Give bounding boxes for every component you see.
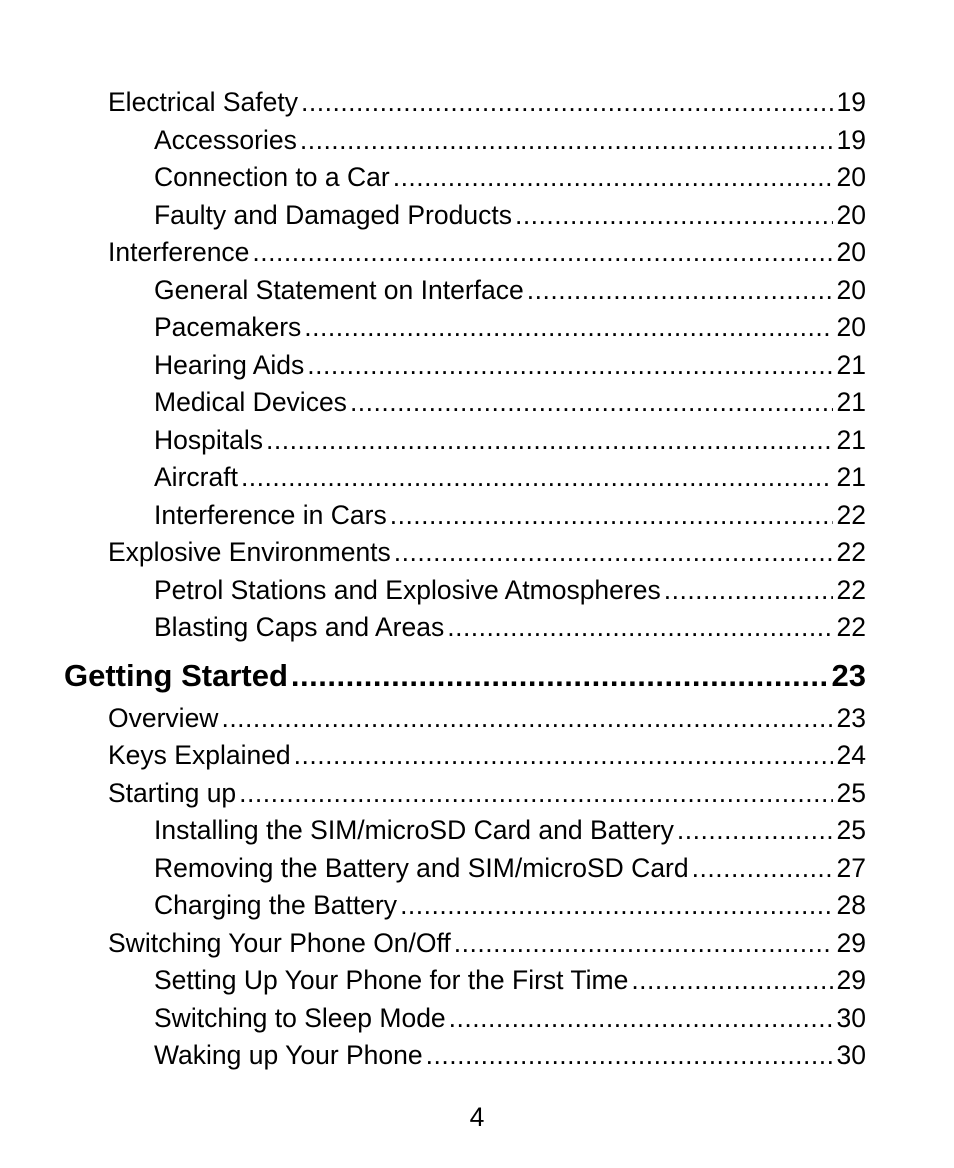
toc-entry-page: 20: [836, 312, 866, 342]
toc-entry-title: Explosive Environments: [108, 537, 391, 567]
toc-entry-page: 29: [836, 927, 866, 958]
toc-entry[interactable]: [0, 850, 954, 888]
toc-entry-title: Overview: [108, 702, 219, 733]
toc-entry[interactable]: [0, 159, 954, 197]
dot-leader: [221, 700, 832, 738]
toc-entry[interactable]: [0, 609, 954, 647]
toc-entry-page: 22: [836, 612, 866, 642]
dot-leader: [304, 309, 832, 347]
dot-leader: [394, 534, 833, 572]
table-of-contents: [0, 84, 954, 1075]
toc-entry-title: Faulty and Damaged Products: [154, 199, 512, 230]
toc-entry-title: General Statement on Interface: [154, 274, 524, 305]
dot-leader: [350, 384, 833, 422]
toc-entry[interactable]: [0, 497, 954, 535]
toc-entry-title: Switching to Sleep Mode: [154, 1002, 446, 1033]
toc-entry-title: Interference in Cars: [154, 499, 387, 530]
toc-entry-page: 28: [836, 890, 866, 920]
dot-leader: [301, 84, 833, 122]
toc-entry-title: Installing the SIM/microSD Card and Battery: [154, 815, 674, 845]
dot-leader: [527, 272, 833, 310]
toc-entry-page: 25: [836, 815, 866, 845]
toc-entry-page: 27: [836, 852, 866, 883]
toc-entry-page: 21: [836, 462, 866, 492]
toc-entry-title: Interference: [108, 237, 250, 267]
dot-leader: [241, 459, 833, 497]
toc-entry-page: 22: [836, 537, 866, 567]
toc-entry-title: Starting up: [108, 777, 237, 808]
toc-entry-title: Charging the Battery: [154, 890, 398, 920]
toc-entry-title: Removing the Battery and SIM/microSD Card: [154, 852, 689, 883]
toc-entry[interactable]: [0, 925, 954, 963]
dot-leader: [426, 1037, 833, 1075]
toc-entry-title: Hospitals: [154, 424, 263, 455]
dot-leader: [447, 609, 832, 647]
toc-entry[interactable]: [0, 775, 954, 813]
toc-entry-page: 25: [836, 777, 866, 808]
toc-entry-title: Switching Your Phone On/Off: [108, 927, 451, 958]
toc-entry[interactable]: [0, 1000, 954, 1038]
toc-entry-title: Pacemakers: [154, 312, 302, 342]
toc-entry-page: 20: [836, 199, 866, 230]
toc-entry[interactable]: [0, 347, 954, 385]
dot-leader: [390, 497, 833, 535]
toc-entry-page: 22: [836, 499, 866, 530]
toc-entry-title: Hearing Aids: [154, 349, 305, 380]
toc-entry[interactable]: [0, 737, 954, 775]
toc-entry[interactable]: [0, 962, 954, 1000]
toc-entry-page: 22: [836, 574, 866, 605]
toc-chapter-title: Getting Started: [64, 657, 288, 693]
toc-entry-page: 30: [836, 1040, 866, 1070]
dot-leader: [300, 122, 833, 160]
toc-entry-page: 20: [836, 162, 866, 192]
page-number: 4: [469, 1102, 485, 1132]
toc-entry-page: 21: [836, 349, 866, 380]
dot-leader: [291, 652, 828, 700]
toc-entry-page: 20: [836, 237, 866, 267]
toc-entry-title: Connection to a Car: [154, 162, 390, 192]
dot-leader: [631, 962, 832, 1000]
toc-entry-title: Blasting Caps and Areas: [154, 612, 445, 642]
toc-entry-page: 21: [836, 424, 866, 455]
toc-entry[interactable]: [0, 534, 954, 572]
toc-entry-page: 23: [836, 702, 866, 733]
toc-entry[interactable]: [0, 309, 954, 347]
dot-leader: [677, 812, 833, 850]
toc-entry-page: 24: [836, 740, 866, 770]
toc-entry-title: Petrol Stations and Explosive Atmospheres: [154, 574, 661, 605]
dot-leader: [239, 775, 832, 813]
toc-entry[interactable]: [0, 459, 954, 497]
dot-leader: [252, 234, 832, 272]
toc-chapter-entry[interactable]: [0, 652, 954, 700]
toc-entry[interactable]: [0, 1037, 954, 1075]
toc-entry[interactable]: [0, 84, 954, 122]
toc-entry-title: Waking up Your Phone: [154, 1040, 423, 1070]
dot-leader: [400, 887, 832, 925]
dot-leader: [393, 159, 833, 197]
dot-leader: [266, 422, 833, 460]
dot-leader: [307, 347, 832, 385]
toc-entry-page: 30: [836, 1002, 866, 1033]
toc-entry[interactable]: [0, 272, 954, 310]
toc-chapter-page: 23: [831, 657, 866, 693]
toc-entry-title: Accessories: [154, 124, 297, 155]
toc-entry[interactable]: [0, 887, 954, 925]
toc-entry-title: Aircraft: [154, 462, 238, 492]
toc-entry[interactable]: [0, 422, 954, 460]
toc-entry-page: 20: [836, 274, 866, 305]
toc-entry-title: Electrical Safety: [108, 87, 298, 117]
toc-entry-page: 29: [836, 965, 866, 995]
toc-entry-page: 21: [836, 387, 866, 417]
toc-entry-title: Medical Devices: [154, 387, 347, 417]
toc-entry-page: 19: [836, 124, 866, 155]
dot-leader: [454, 925, 833, 963]
toc-entry[interactable]: [0, 572, 954, 610]
dot-leader: [449, 1000, 833, 1038]
toc-entry[interactable]: [0, 234, 954, 272]
toc-entry[interactable]: [0, 812, 954, 850]
dot-leader: [294, 737, 833, 775]
toc-entry-page: 19: [836, 87, 866, 117]
toc-entry[interactable]: [0, 122, 954, 160]
toc-entry[interactable]: [0, 197, 954, 235]
toc-entry[interactable]: [0, 384, 954, 422]
dot-leader: [692, 850, 833, 888]
toc-entry[interactable]: [0, 700, 954, 738]
dot-leader: [515, 197, 833, 235]
toc-entry-title: Setting Up Your Phone for the First Time: [154, 965, 629, 995]
toc-entry-title: Keys Explained: [108, 740, 291, 770]
dot-leader: [664, 572, 833, 610]
